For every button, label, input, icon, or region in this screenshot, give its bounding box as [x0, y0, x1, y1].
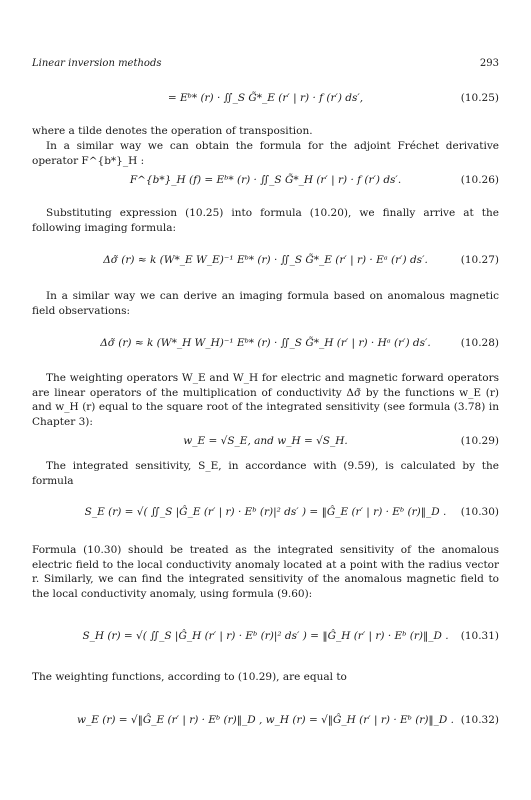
- equation-body: = Eᵇ* (r) · ∬_S G̃*_E (r′ | r) · f (r′) ds′,: [167, 92, 364, 104]
- equation-body: w_E (r) = √‖Ĝ_E (r′ | r) · Eᵇ (r)‖_D , w_H (r) = √‖Ĝ_H (r′ | r) · Eᵇ (r)‖_D .: [76, 714, 455, 726]
- paragraph: In a similar way we can obtain the formula for the adjoint Fréchet derivative operator F^{b*}_H :: [32, 140, 499, 167]
- equation-number: (10.25): [460, 92, 499, 104]
- paragraph: Substituting expression (10.25) into formula (10.20), we finally arrive at the following imaging formula:: [32, 207, 499, 234]
- paragraph: The integrated sensitivity, S_E, in accordance with (9.59), is calculated by the formula: [32, 460, 499, 487]
- equation-body: Δσ̃ (r) ≈ k (W*_H W_H)⁻¹ Eᵇ* (r) · ∬_S G̃*_H (r′ | r) · Hᵃ (r′) ds′.: [100, 337, 431, 349]
- paragraph: where a tilde denotes the operation of transposition.: [32, 125, 313, 137]
- equation-10-29: [0, 433, 531, 455]
- equation-number: (10.29): [460, 435, 499, 447]
- equation-number: (10.32): [460, 714, 499, 726]
- paragraph: In a similar way we can derive an imaging formula based on anomalous magnetic field observations:: [32, 290, 499, 317]
- equation-body: w_E = √S_E, and w_H = √S_H.: [183, 435, 348, 447]
- paragraph: The weighting functions, according to (10.29), are equal to: [32, 671, 347, 683]
- equation-number: (10.31): [460, 630, 499, 642]
- equation-number: (10.26): [460, 174, 499, 186]
- equation-10-32: [0, 704, 531, 740]
- equation-number: (10.28): [460, 337, 499, 349]
- equation-body: S_H (r) = √( ∬_S |Ĝ_H (r′ | r) · Eᵇ (r)|² ds′ ) = ‖Ĝ_H (r′ | r) · Eᵇ (r)‖_D .: [82, 630, 449, 642]
- page-number: 293: [479, 58, 499, 69]
- paragraph: The weighting operators W_E and W_H for electric and magnetic forward operators are linear operators of the multiplication of conductivity Δσ̃ by the functions w_E (r) and w_H (r) equal to the square root of the integrated sensitivity (see formula (3.78) in Chapter 3):: [32, 372, 499, 428]
- equation-number: (10.27): [460, 254, 499, 266]
- equation-number: (10.30): [460, 506, 499, 518]
- equation-10-28: [0, 335, 531, 357]
- equation-10-26: [0, 172, 531, 194]
- equation-10-30: [0, 496, 531, 532]
- equation-10-31: [0, 620, 531, 656]
- equation-body: S_E (r) = √( ∬_S |Ĝ_E (r′ | r) · Eᵇ (r)|² ds′ ) = ‖Ĝ_E (r′ | r) · Eᵇ (r)‖_D .: [84, 506, 447, 518]
- paragraph: Formula (10.30) should be treated as the integrated sensitivity of the anomalous electric field to the local conductivity anomaly located at a point with the radius vector r. Similarly, we can find the integrated sensitivity of the anomalous magnetic field to the local conductivity anomaly, using formula (9.60):: [32, 544, 499, 600]
- equation-body: F^{b*}_H (f) = Eᵇ* (r) · ∬_S G̃*_H (r′ | r) · f (r′) ds′.: [129, 174, 402, 186]
- equation-10-27: [0, 252, 531, 274]
- running-title: Linear inversion methods: [32, 58, 162, 69]
- equation-10-25: [0, 90, 531, 112]
- equation-body: Δσ̃ (r) ≈ k (W*_E W_E)⁻¹ Eᵇ* (r) · ∬_S G̃*_E (r′ | r) · Eᵃ (r′) ds′.: [103, 254, 428, 266]
